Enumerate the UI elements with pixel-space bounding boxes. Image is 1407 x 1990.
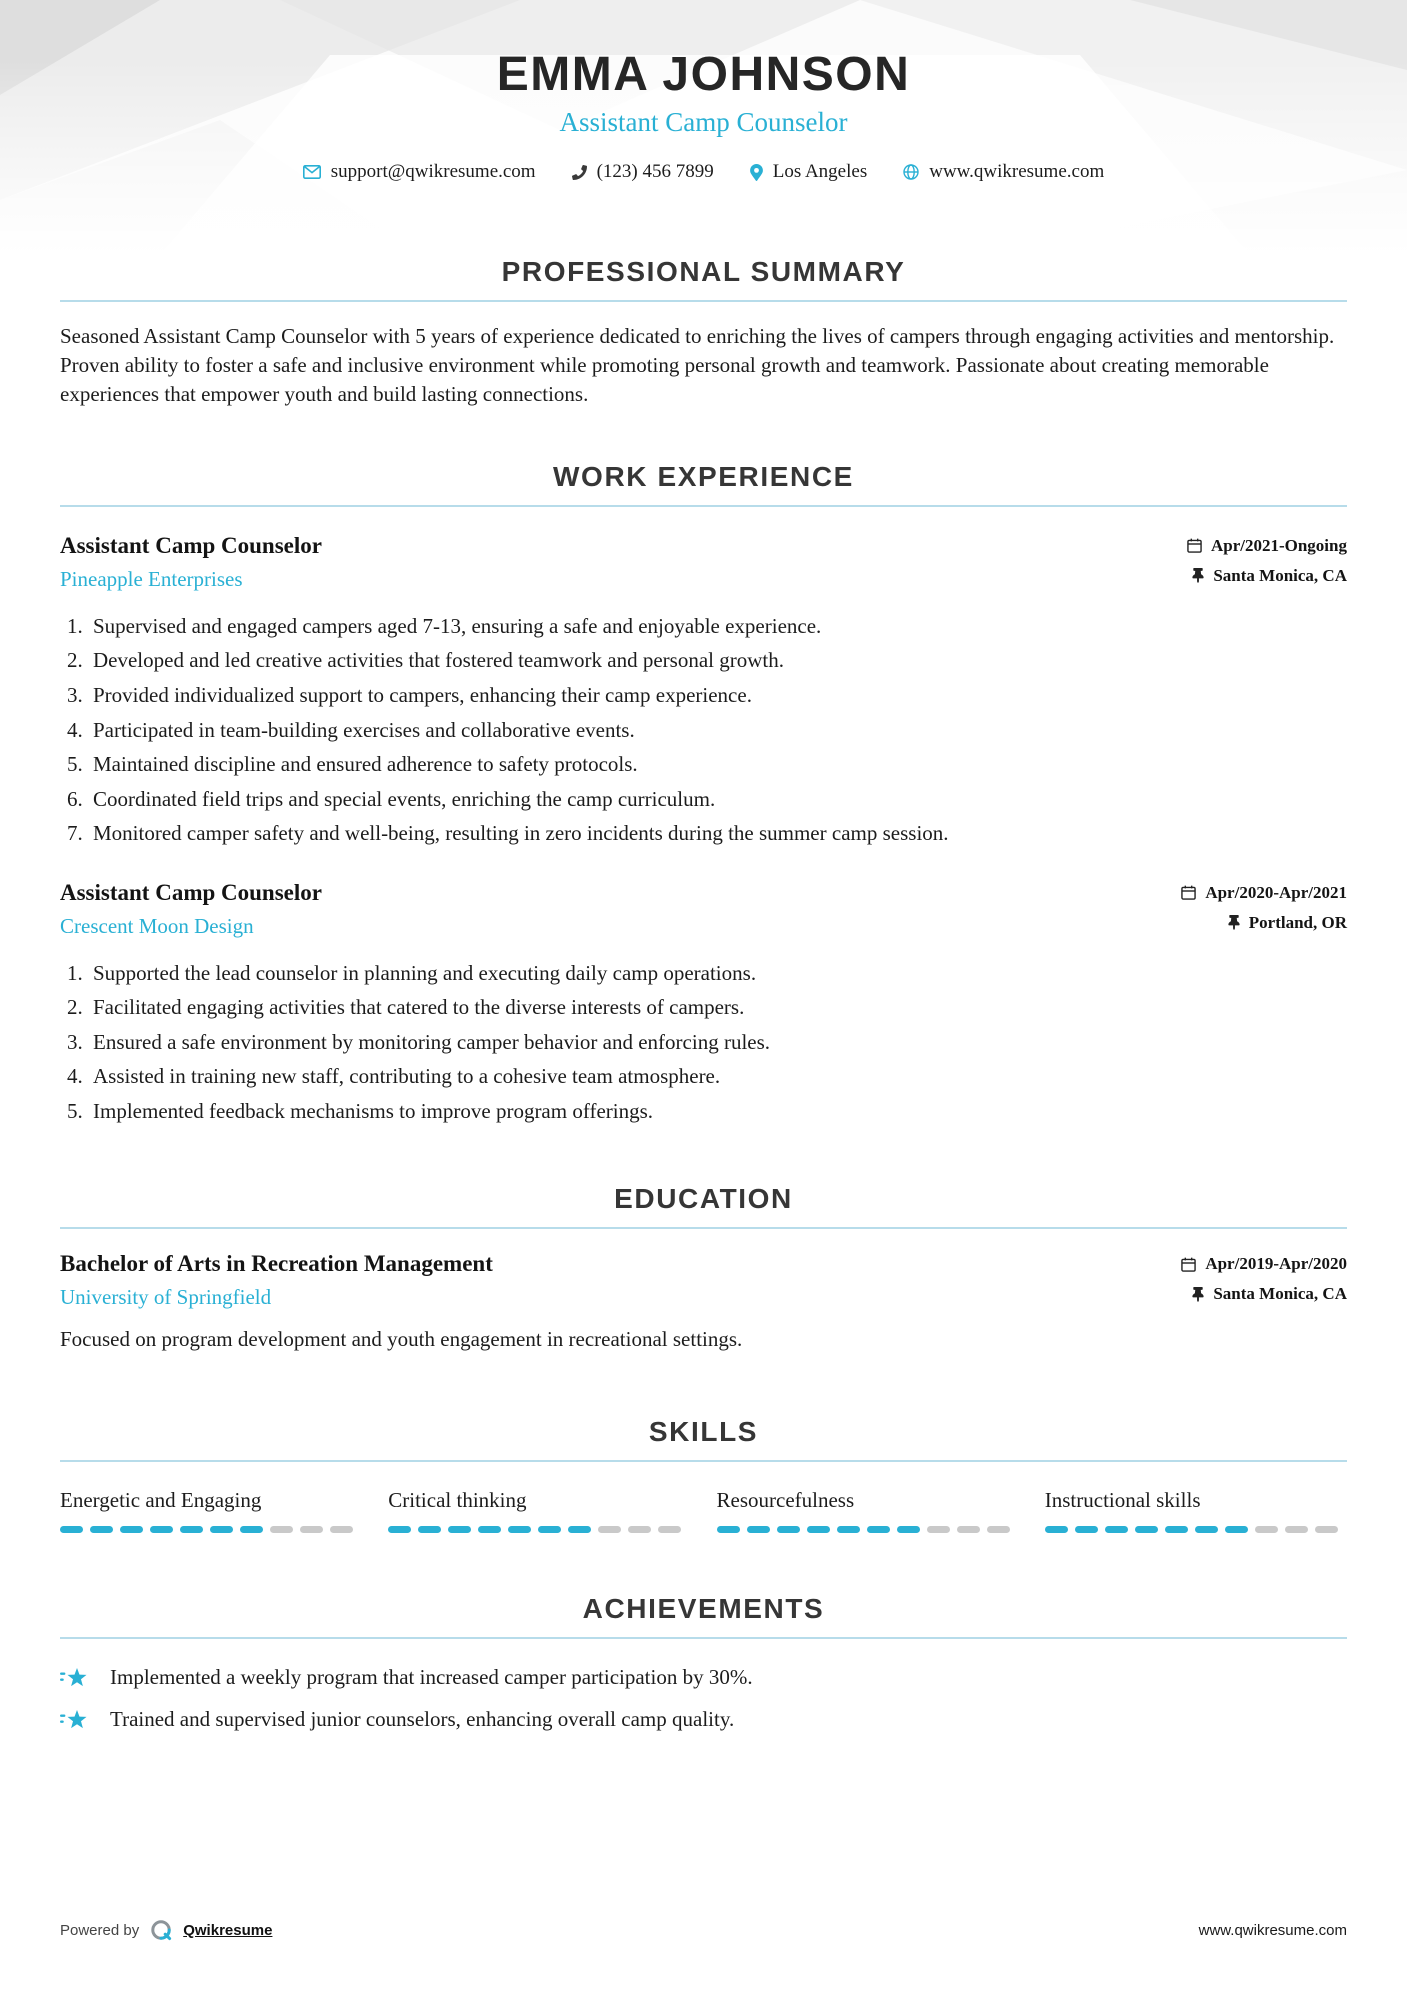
experience-bullet: 7. Monitored camper safety and well-being, resulting in zero incidents during the summer camp session.	[88, 819, 1347, 848]
achievement-text: Trained and supervised junior counselors, enhancing overall camp quality.	[110, 1707, 735, 1732]
job-dates-text: Apr/2021-Ongoing	[1210, 535, 1347, 555]
job-location-text: Portland, OR	[1248, 912, 1347, 932]
job-location	[1187, 566, 1347, 586]
education-heading: EDUCATION	[614, 1183, 793, 1215]
contact-email-text: support@qwikresume.com	[330, 161, 536, 183]
education-entry	[60, 1251, 1347, 1352]
skill-dash	[658, 1526, 681, 1533]
job-meta	[1181, 880, 1347, 943]
experience-bullet: 6. Coordinated field trips and special events, enriching the camp curriculum.	[88, 785, 1347, 814]
calendar-icon	[1187, 538, 1202, 553]
skill-dash	[837, 1526, 860, 1533]
skills-heading: SKILLS	[648, 1416, 759, 1448]
skill-dash	[418, 1526, 441, 1533]
experience-bullet: 4. Assisted in training new staff, contributing to a cohesive team atmosphere.	[88, 1062, 1347, 1091]
skill-dash	[538, 1526, 561, 1533]
education-dates	[1181, 1254, 1347, 1274]
skill-dash	[330, 1526, 353, 1533]
achievements-heading: ACHIEVEMENTS	[582, 1593, 825, 1625]
experience-bullet: 3. Ensured a safe environment by monitoring camper behavior and enforcing rules.	[88, 1028, 1347, 1057]
skill-dash	[987, 1526, 1010, 1533]
skill-dash	[60, 1526, 83, 1533]
section-education	[60, 1183, 1347, 1352]
skill-item	[60, 1488, 362, 1533]
skill-dash	[1255, 1526, 1278, 1533]
resume-body	[0, 256, 1407, 1732]
footer-website-link[interactable]: www.qwikresume.com	[1198, 1921, 1347, 1939]
experience-bullet: 4. Participated in team-building exercises and collaborative events.	[88, 716, 1347, 745]
experience-bullet: 5. Implemented feedback mechanisms to improve program offerings.	[88, 1097, 1347, 1126]
job-header	[60, 533, 1347, 596]
contact-email[interactable]	[303, 161, 536, 183]
contact-location-text: Los Angeles	[772, 161, 868, 183]
achievement-item	[60, 1665, 1347, 1690]
skill-dash	[1075, 1526, 1098, 1533]
pushpin-icon	[1228, 915, 1240, 930]
candidate-title: Assistant Camp Counselor	[559, 107, 848, 138]
calendar-icon	[1181, 885, 1196, 900]
footer-branding	[60, 1918, 272, 1942]
skill-name: Energetic and Engaging	[60, 1488, 262, 1513]
contact-phone-text: (123) 456 7899	[596, 161, 714, 183]
skill-dash	[1225, 1526, 1248, 1533]
skill-dash	[1195, 1526, 1218, 1533]
summary-text: Seasoned Assistant Camp Counselor with 5 years of experience dedicated to enriching the lives of campers through engaging activities and mentorship. Proven ability to foster a safe and inclusive environment while promoting personal growth and teamwork. Passionate about creating memorable experiences that empower youth and build lasting connections.	[60, 324, 1335, 406]
achievement-item	[60, 1707, 1347, 1732]
section-divider	[60, 505, 1347, 507]
globe-icon	[903, 164, 919, 180]
education-header	[60, 1251, 1347, 1314]
job-location	[1181, 913, 1347, 933]
skill-level-bar	[1045, 1526, 1347, 1533]
skill-dash	[300, 1526, 323, 1533]
skill-level-bar	[717, 1526, 1019, 1533]
job-company: Crescent Moon Design	[60, 913, 254, 938]
school: University of Springfield	[60, 1285, 272, 1310]
skill-dash	[150, 1526, 173, 1533]
job-meta	[1187, 533, 1347, 596]
skill-name: Resourcefulness	[716, 1488, 855, 1513]
education-location	[1181, 1284, 1347, 1304]
skill-dash	[1165, 1526, 1188, 1533]
skill-dash	[717, 1526, 740, 1533]
job-header	[60, 880, 1347, 943]
location-pin-icon	[750, 164, 763, 181]
section-divider	[60, 1227, 1347, 1229]
skill-dash	[897, 1526, 920, 1533]
education-dates-text: Apr/2019-Apr/2020	[1205, 1254, 1347, 1274]
experience-heading: WORK EXPERIENCE	[553, 460, 854, 492]
summary-heading: PROFESSIONAL SUMMARY	[501, 256, 906, 287]
section-work-experience	[60, 461, 1347, 1126]
skill-item	[1045, 1488, 1347, 1533]
skill-dash	[210, 1526, 233, 1533]
experience-bullet: 3. Provided individualized support to campers, enhancing their camp experience.	[88, 681, 1347, 710]
skill-dash	[120, 1526, 143, 1533]
skill-name: Critical thinking	[388, 1488, 527, 1513]
contact-phone[interactable]	[572, 161, 714, 183]
skill-name: Instructional skills	[1044, 1488, 1201, 1513]
experience-entry	[60, 533, 1347, 848]
skill-dash	[1285, 1526, 1308, 1533]
skill-dash	[867, 1526, 890, 1533]
skill-dash	[927, 1526, 950, 1533]
degree: Bachelor of Arts in Recreation Management	[60, 1251, 493, 1277]
job-title: Assistant Camp Counselor	[60, 879, 322, 905]
skill-dash	[508, 1526, 531, 1533]
skill-dash	[180, 1526, 203, 1533]
experience-bullet: 5. Maintained discipline and ensured adherence to safety protocols.	[88, 750, 1347, 779]
education-location-text: Santa Monica, CA	[1213, 1284, 1347, 1304]
skill-item	[717, 1488, 1019, 1533]
achievements-list	[60, 1665, 1347, 1732]
pushpin-icon	[1192, 1287, 1204, 1302]
job-company: Pineapple Enterprises	[60, 566, 243, 591]
contact-row	[0, 161, 1407, 183]
experience-bullet: 2. Facilitated engaging activities that catered to the diverse interests of campers.	[88, 993, 1347, 1022]
contact-location[interactable]	[750, 161, 867, 183]
contact-website[interactable]	[903, 161, 1104, 183]
job-location-text: Santa Monica, CA	[1213, 565, 1347, 585]
skill-dash	[1315, 1526, 1338, 1533]
education-title-block	[60, 1251, 493, 1310]
achievement-star-icon	[60, 1666, 90, 1689]
education-meta	[1181, 1251, 1347, 1314]
job-dates	[1181, 883, 1347, 903]
job-title: Assistant Camp Counselor	[60, 532, 322, 558]
skill-dash	[240, 1526, 263, 1533]
section-divider	[60, 1460, 1347, 1462]
skill-dash	[270, 1526, 293, 1533]
email-icon	[303, 165, 321, 179]
powered-by-label: Powered by	[60, 1921, 140, 1939]
skill-dash	[1105, 1526, 1128, 1533]
section-divider	[60, 300, 1347, 302]
experience-entry	[60, 880, 1347, 1126]
header-content	[0, 50, 1407, 183]
section-divider	[60, 1637, 1347, 1639]
section-achievements	[60, 1593, 1347, 1732]
skill-dash	[478, 1526, 501, 1533]
job-bullet-list	[60, 959, 1347, 1126]
experience-bullet: 1. Supported the lead counselor in planning and executing daily camp operations.	[88, 959, 1347, 988]
skill-dash	[747, 1526, 770, 1533]
section-professional-summary	[60, 256, 1347, 409]
qwikresume-logo	[149, 1918, 173, 1942]
skill-dash	[598, 1526, 621, 1533]
skill-dash	[388, 1526, 411, 1533]
skill-dash	[957, 1526, 980, 1533]
job-title-block	[60, 880, 322, 939]
job-dates-text: Apr/2020-Apr/2021	[1205, 882, 1347, 902]
achievement-star-icon	[60, 1708, 90, 1731]
section-skills	[60, 1416, 1347, 1533]
candidate-name: EMMA JOHNSON	[496, 48, 911, 101]
experience-bullet: 1. Supervised and engaged campers aged 7-13, ensuring a safe and enjoyable experience.	[88, 612, 1347, 641]
skill-item	[388, 1488, 690, 1533]
phone-icon	[572, 165, 587, 180]
skill-dash	[1135, 1526, 1158, 1533]
experience-bullet: 2. Developed and led creative activities that fostered teamwork and personal growth.	[88, 646, 1347, 675]
calendar-icon	[1181, 1257, 1196, 1272]
skill-level-bar	[388, 1526, 690, 1533]
job-bullet-list	[60, 612, 1347, 848]
achievement-text: Implemented a weekly program that increased camper participation by 30%.	[110, 1665, 753, 1690]
education-description: Focused on program development and youth engagement in recreational settings.	[60, 1327, 743, 1352]
job-dates	[1187, 536, 1347, 556]
job-title-block	[60, 533, 322, 592]
resume-header	[0, 0, 1407, 228]
qwikresume-link[interactable]: Qwikresume	[183, 1921, 273, 1939]
skills-grid	[60, 1488, 1347, 1533]
skill-dash	[90, 1526, 113, 1533]
page-footer	[60, 1918, 1347, 1942]
skill-level-bar	[60, 1526, 362, 1533]
skill-dash	[1045, 1526, 1068, 1533]
skill-dash	[628, 1526, 651, 1533]
skill-dash	[777, 1526, 800, 1533]
pushpin-icon	[1192, 568, 1204, 583]
skill-dash	[568, 1526, 591, 1533]
skill-dash	[448, 1526, 471, 1533]
skill-dash	[807, 1526, 830, 1533]
contact-website-text: www.qwikresume.com	[929, 161, 1105, 183]
